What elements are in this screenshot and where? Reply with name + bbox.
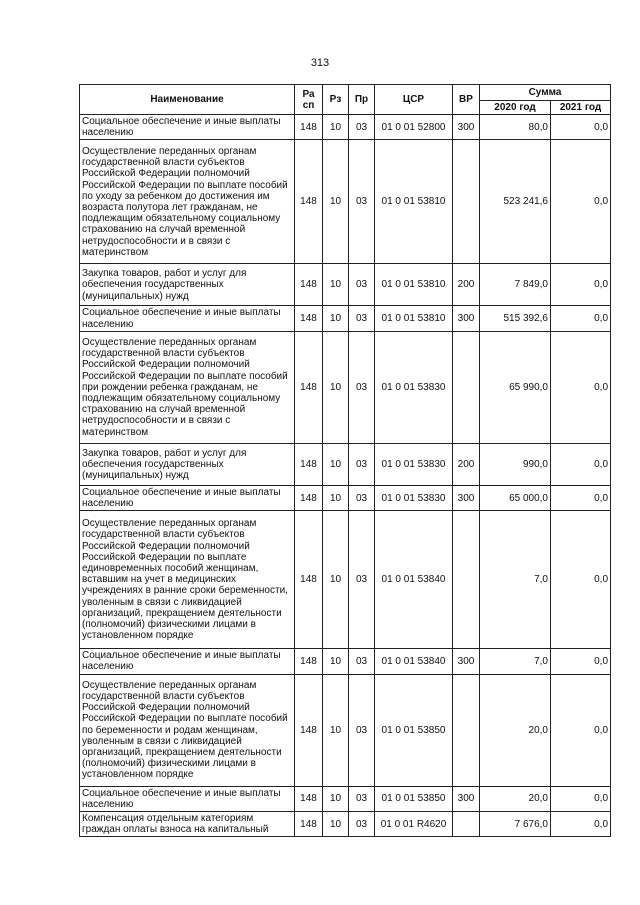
table-row [80,786,611,811]
table-body [80,115,611,837]
row-name: Осуществление переданных органам государственной власти субъектов Российской Федерации полномочий Российской Федерации по выплате пособий по беременности и родам женщинам, уволенным в связи с ликвидацией организаций, прекращением деятельности (полномочий) физическими лицами в установленном порядке [80,674,295,786]
row-csr: 01 0 01 53830 [375,485,453,510]
row-vr: 200 [453,443,480,485]
row-rz: 10 [323,511,349,649]
row-csr: 01 0 01 53810 [375,264,453,306]
table-row [80,140,611,264]
row-name: Осуществление переданных органам государственной власти субъектов Российской Федерации полномочий Российской Федерации по выплате пособий при рождении ребенка гражданам, не подлежащим обязательному социальному страхованию на случай временной нетрудоспособности и в связи с материнством [80,331,295,443]
row-vr: 300 [453,306,480,331]
row-name: Социальное обеспечение и иные выплаты населению [80,649,295,674]
row-sum-2020: 515 392,6 [480,306,551,331]
row-pr: 03 [349,812,375,837]
row-rz: 10 [323,485,349,510]
header-2020: 2020 год [480,101,551,115]
row-csr: 01 0 01 53810 [375,140,453,264]
row-csr: 01 0 01 53840 [375,511,453,649]
row-name: Социальное обеспечение и иные выплаты населению [80,306,295,331]
row-rasp: 148 [295,443,323,485]
table-row [80,511,611,649]
table-row [80,649,611,674]
row-name: Закупка товаров, работ и услуг для обеспечения государственных (муниципальных) нужд [80,264,295,306]
row-sum-2020: 7,0 [480,511,551,649]
row-sum-2020: 7 676,0 [480,812,551,837]
row-sum-2020: 20,0 [480,786,551,811]
row-rasp: 148 [295,511,323,649]
row-sum-2021: 0,0 [551,443,611,485]
row-rz: 10 [323,331,349,443]
row-pr: 03 [349,115,375,140]
budget-table [79,84,611,837]
table-row [80,331,611,443]
row-csr: 01 0 01 53830 [375,331,453,443]
table-row [80,485,611,510]
row-sum-2021: 0,0 [551,674,611,786]
table-row [80,443,611,485]
header-rz: Рз [323,85,349,115]
row-sum-2021: 0,0 [551,306,611,331]
row-vr: 300 [453,115,480,140]
row-name: Закупка товаров, работ и услуг для обеспечения государственных (муниципальных) нужд [80,443,295,485]
table-row [80,115,611,140]
row-rasp: 148 [295,786,323,811]
row-pr: 03 [349,674,375,786]
table-row [80,674,611,786]
table-row [80,306,611,331]
row-rz: 10 [323,786,349,811]
table-row [80,264,611,306]
row-sum-2021: 0,0 [551,812,611,837]
row-pr: 03 [349,140,375,264]
row-rz: 10 [323,812,349,837]
row-csr: 01 0 01 53850 [375,674,453,786]
row-vr: 300 [453,786,480,811]
header-sum: Сумма [480,85,611,101]
header-2021: 2021 год [551,101,611,115]
row-rasp: 148 [295,306,323,331]
row-sum-2020: 7 849,0 [480,264,551,306]
row-csr: 01 0 01 53850 [375,786,453,811]
row-rasp: 148 [295,674,323,786]
row-sum-2020: 65 990,0 [480,331,551,443]
row-rz: 10 [323,140,349,264]
row-pr: 03 [349,511,375,649]
row-sum-2021: 0,0 [551,511,611,649]
row-sum-2020: 990,0 [480,443,551,485]
row-rz: 10 [323,306,349,331]
row-name: Осуществление переданных органам государственной власти субъектов Российской Федерации полномочий Российской Федерации по выплате единовременных пособий женщинам, вставшим на учет в медицинских учреждениях в ранние сроки беременности, уволенным в связи с ликвидацией организаций, прекращением деятельности (полномочий) физическими лицами в установленном порядке [80,511,295,649]
row-rz: 10 [323,264,349,306]
row-sum-2021: 0,0 [551,786,611,811]
row-rasp: 148 [295,264,323,306]
row-name: Социальное обеспечение и иные выплаты населению [80,485,295,510]
row-vr: 200 [453,264,480,306]
row-pr: 03 [349,306,375,331]
row-rasp: 148 [295,115,323,140]
header-rasp: Ра сп [295,85,323,115]
row-sum-2021: 0,0 [551,140,611,264]
row-name: Осуществление переданных органам государственной власти субъектов Российской Федерации полномочий Российской Федерации по выплате пособий по уходу за ребенком до достижения им возраста полутора лет гражданам, не подлежащим обязательному социальному страхованию на случай временной нетрудоспособности и в связи с материнством [80,140,295,264]
row-name: Социальное обеспечение и иные выплаты населению [80,786,295,811]
row-sum-2021: 0,0 [551,649,611,674]
row-vr [453,674,480,786]
row-sum-2021: 0,0 [551,264,611,306]
row-vr: 300 [453,649,480,674]
table-row [80,812,611,837]
row-name: Социальное обеспечение и иные выплаты населению [80,115,295,140]
row-pr: 03 [349,443,375,485]
row-name: Компенсация отдельным категориям граждан оплаты взноса на капитальный [80,812,295,837]
row-rz: 10 [323,649,349,674]
row-rasp: 148 [295,649,323,674]
row-pr: 03 [349,649,375,674]
row-rasp: 148 [295,485,323,510]
row-pr: 03 [349,485,375,510]
row-csr: 01 0 01 52800 [375,115,453,140]
row-sum-2021: 0,0 [551,115,611,140]
page-number: 313 [310,57,330,69]
row-rz: 10 [323,115,349,140]
row-sum-2021: 0,0 [551,485,611,510]
row-sum-2020: 65 000,0 [480,485,551,510]
row-sum-2020: 20,0 [480,674,551,786]
row-rasp: 148 [295,812,323,837]
row-vr [453,140,480,264]
row-sum-2020: 523 241,6 [480,140,551,264]
row-rz: 10 [323,443,349,485]
row-vr [453,331,480,443]
row-rasp: 148 [295,331,323,443]
row-csr: 01 0 01 53830 [375,443,453,485]
row-sum-2021: 0,0 [551,331,611,443]
row-vr [453,812,480,837]
row-pr: 03 [349,264,375,306]
row-pr: 03 [349,786,375,811]
row-vr: 300 [453,485,480,510]
header-csr: ЦСР [375,85,453,115]
header-vr: ВР [453,85,480,115]
row-pr: 03 [349,331,375,443]
row-csr: 01 0 01 53840 [375,649,453,674]
header-pr: Пр [349,85,375,115]
row-rz: 10 [323,674,349,786]
row-sum-2020: 80,0 [480,115,551,140]
row-csr: 01 0 01 R4620 [375,812,453,837]
header-name: Наименование [80,85,295,115]
row-vr [453,511,480,649]
row-csr: 01 0 01 53810 [375,306,453,331]
row-rasp: 148 [295,140,323,264]
row-sum-2020: 7,0 [480,649,551,674]
